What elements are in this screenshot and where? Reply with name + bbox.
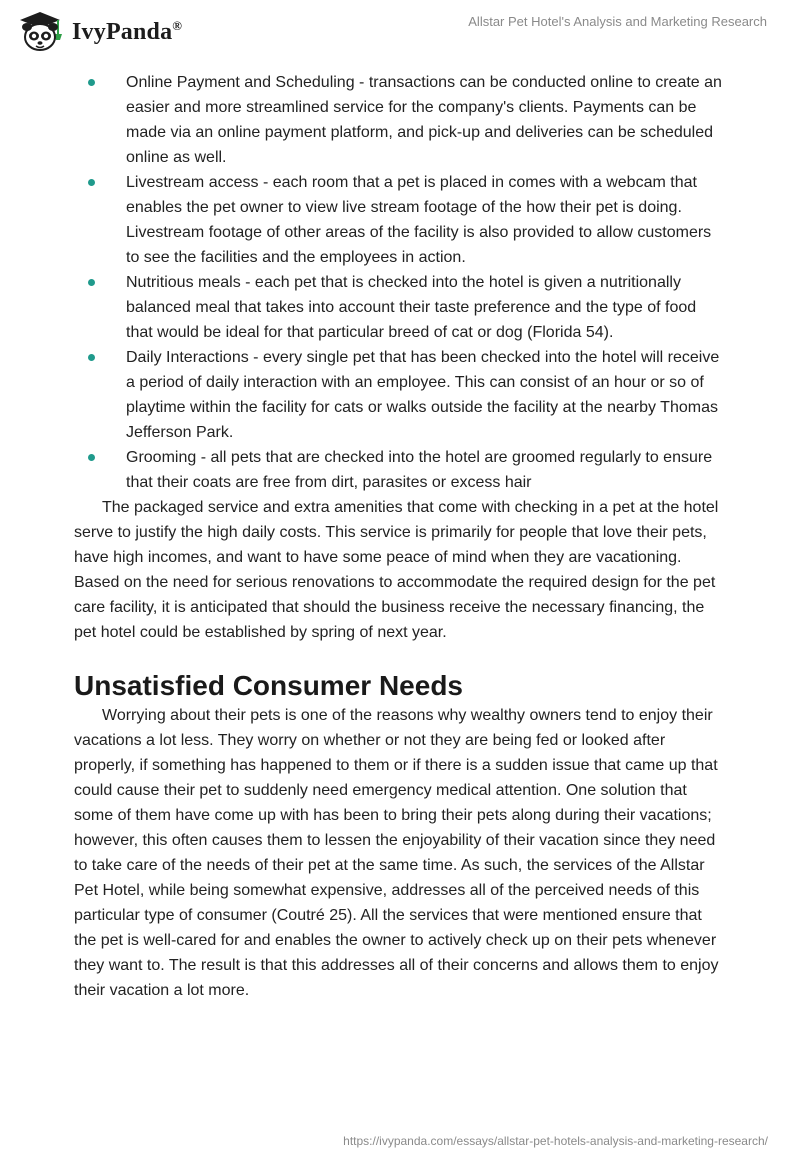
list-item-text: Daily Interactions - every single pet that has been checked into the hotel will receive a period of daily interaction with an employee. This can consist of an hour or so of playtime within the facility for cats or walks outside the facility at the nearby Thomas Jefferson Park.: [126, 349, 720, 441]
bullet-icon: [88, 454, 95, 461]
ivypanda-logo[interactable]: [14, 10, 182, 54]
list-item-text: Nutritious meals - each pet that is checked into the hotel is given a nutritionally balanced meal that takes into account their taste preference and the type of food that would be ideal for that particular breed of cat or dog (Florida 54).: [126, 274, 697, 341]
bullet-icon: [88, 354, 95, 361]
list-item: [74, 345, 726, 445]
bullet-icon: [88, 279, 95, 286]
list-item-text: Grooming - all pets that are checked into the hotel are groomed regularly to ensure that their coats are free from dirt, parasites or excess hair: [126, 449, 713, 491]
bullet-icon: [88, 179, 95, 186]
source-url[interactable]: https://ivypanda.com/essays/allstar-pet-hotels-analysis-and-marketing-research/: [343, 1134, 768, 1148]
brand-text: IvyPanda: [72, 19, 173, 45]
brand-name: [72, 18, 182, 46]
panda-graduate-logo-icon: [14, 10, 66, 54]
document-title: Allstar Pet Hotel's Analysis and Marketing Research: [468, 14, 767, 29]
list-item: [74, 270, 726, 345]
essay-content: [74, 70, 726, 1003]
amenities-list: [74, 70, 726, 495]
page-header: [0, 0, 800, 60]
list-item-text: Online Payment and Scheduling - transactions can be conducted online to create an easier and more streamlined service for the company's clients. Payments can be made via an online payment platform, and pick-up and deliveries can be scheduled online as well.: [126, 74, 722, 166]
body-paragraph: Worrying about their pets is one of the reasons why wealthy owners tend to enjoy their vacations a lot less. They worry on whether or not they are being fed or looked after properly, if something has happened to them or if there is a sudden issue that came up that could cause their pet to suddenly need emergency medical attention. One solution that some of them have come up with has been to bring their pets along during their vacations; however, this often causes them to lessen the enjoyability of their vacation since they need to take care of the needs of their pet at the same time. As such, the services of the Allstar Pet Hotel, while being somewhat expensive, addresses all of the perceived needs of this particular type of consumer (Coutré 25). All the services that were mentioned ensure that the pet is well-cared for and enables the owner to actively check up on their pets whenever they want to. The result is that this addresses all of their concerns and allows them to enjoy their vacation a lot more.: [74, 707, 719, 999]
list-item: [74, 170, 726, 270]
bullet-icon: [88, 79, 95, 86]
list-item: [74, 445, 726, 495]
body-paragraph: The packaged service and extra amenities that come with checking in a pet at the hotel serve to justify the high daily costs. This service is primarily for people that love their pets, have high incomes, and want to have some peace of mind when they are vacationing. Based on the need for serious renovations to accommodate the required design for the pet care facility, it is anticipated that should the business receive the necessary financing, the pet hotel could be established by spring of next year.: [74, 499, 719, 641]
list-item-text: Livestream access - each room that a pet is placed in comes with a webcam that enables the pet owner to view live stream footage of the how their pet is doing. Livestream footage of other areas of the facility is also provided to allow customers to see the facilities and the employees in action.: [126, 174, 712, 266]
section-heading: Unsatisfied Consumer Needs: [74, 670, 463, 701]
registered-mark: ®: [172, 18, 183, 33]
list-item: [74, 70, 726, 170]
